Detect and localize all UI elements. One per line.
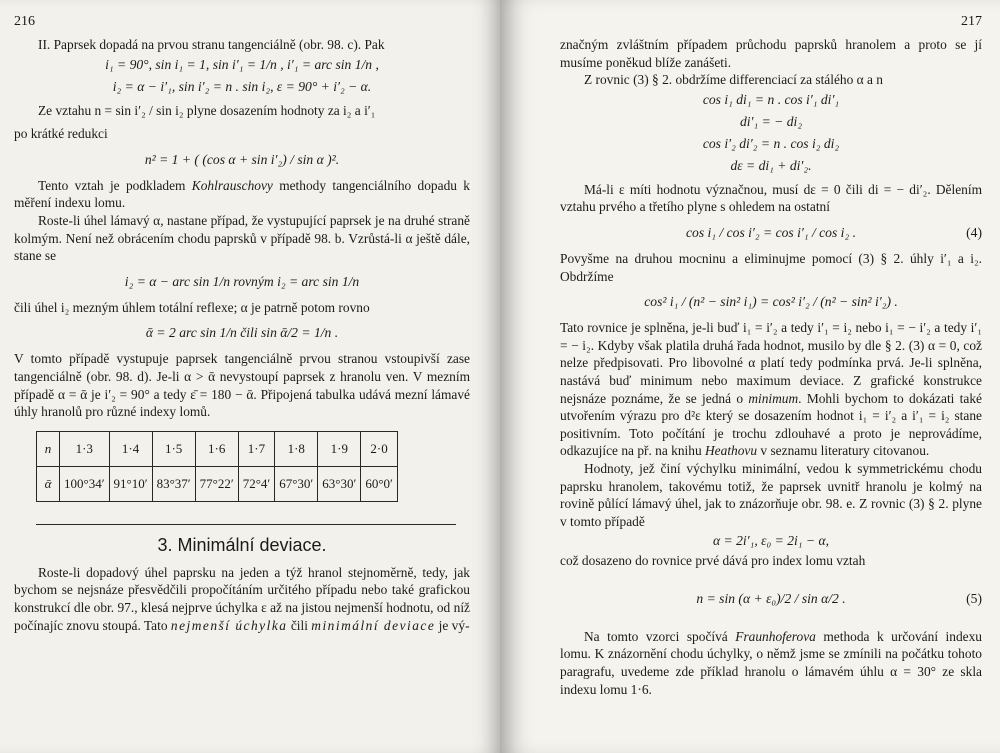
text-run: Tento vztah je podkladem bbox=[38, 177, 192, 193]
table-cell: 1·5 bbox=[152, 431, 195, 466]
text-run: je vý- bbox=[435, 617, 470, 633]
table-cell: 1·8 bbox=[275, 431, 318, 466]
paragraph: V tomto případě vystupuje paprsek tangenciálně prvou stranou vstoupivší zase tangenciálně (obr. 98. d). Je-li α > ᾱ nevystoupí paprsek z hranolu ven. V mezním případě α = ᾱ je i′₂ = 90° a tedy ε̄ = 180 − ᾱ. Připojená tabulka udává mezní lámavé úhly hranolů pro různé indexy lomů. bbox=[14, 351, 470, 420]
table-cell: 60°0′ bbox=[361, 466, 398, 501]
paragraph: II. Paprsek dopadá na prvou stranu tangenciálně (obr. 98. c). Pak bbox=[38, 37, 385, 52]
paragraph bbox=[560, 628, 982, 698]
table-row bbox=[37, 431, 398, 466]
limit-angle-table bbox=[36, 431, 398, 502]
table-cell: 1·4 bbox=[109, 431, 152, 466]
text-run: v seznamu literatury citovanou. bbox=[757, 443, 930, 459]
paragraph: Ze vztahu n = sin i′₂ / sin i₂ plyne dosazením hodnoty za i₂ a i′₁ bbox=[38, 102, 376, 118]
table-cell: 1·7 bbox=[238, 431, 275, 466]
paragraph: Z rovnic (3) § 2. obdržíme differenciací za stálého α a n bbox=[584, 72, 884, 88]
table-cell: 91°10′ bbox=[109, 466, 152, 501]
table-cell: 1·9 bbox=[318, 431, 361, 466]
equation: i₁ = 90°, sin i₁ = 1, sin i′₁ = 1/n , i′₁ = arc sin 1/n , bbox=[105, 56, 379, 72]
paragraph bbox=[560, 319, 982, 460]
paragraph: Má-li ε míti hodnotu význačnou, musí dε = 0 čili di = − di′₂. Dělením vztahu prvého a třetího plyne s ohledem na ostatní bbox=[560, 181, 982, 215]
name-kohlrausch: Kohlrauschovy bbox=[191, 177, 273, 193]
right-page bbox=[500, 0, 1000, 753]
equation: cos² i₁ / (n² − sin² i₁) = cos² i′₂ / (n² − sin² i′₂) . bbox=[644, 294, 898, 310]
page-number: 216 bbox=[14, 14, 35, 29]
paragraph: po krátké redukci bbox=[14, 126, 108, 142]
equation: ᾱ = 2 arc sin 1/n čili sin ᾱ/2 = 1/n . bbox=[145, 325, 339, 341]
equation: n = sin (α + ε₀)/2 / sin α/2 . bbox=[696, 590, 846, 606]
name-heath: Heathovu bbox=[705, 443, 758, 459]
paragraph: značným zvláštním případem průchodu paprsků hranolem a proto se jí musíme poněkud blíže zanášeti. bbox=[560, 37, 982, 70]
equation: n² = 1 + ( (cos α + sin i′₂) / sin α )². bbox=[144, 151, 340, 167]
equation-number: (4) bbox=[966, 224, 982, 240]
equation-row bbox=[560, 216, 982, 250]
text-run: Roste-li dopadový úhel paprsku na jeden a týž hranol stejnoměrně, tedy, jak bychom se nejsnáze přesvědčili propočítáním určitého případu nebo také grafickou konstrukcí dle obr. 97., klesá nejprve úchylka ε až na jistou nejmenší hodnotu, od níž počínajíc znovu stoupá. Tato bbox=[14, 564, 470, 633]
table-cell: 1·6 bbox=[195, 431, 238, 466]
paragraph: Roste-li úhel lámavý α, nastane případ, že vystupující paprsek je na druhé straně kolmým. Není než obrácením chodu paprsků v případě 98. b. Vzrůstá-li α ještě dále, stane se bbox=[14, 212, 470, 264]
paragraph: což dosazeno do rovnice prvé dává pro index lomu vztah bbox=[560, 553, 866, 569]
table-cell: 1·3 bbox=[60, 431, 110, 466]
equation-number: (5) bbox=[966, 590, 982, 606]
text-run: Na tomto vzorci spočívá bbox=[584, 628, 736, 644]
table-cell: 2·0 bbox=[361, 431, 398, 466]
table-cell: 100°34′ bbox=[60, 466, 110, 501]
divider bbox=[36, 524, 456, 525]
table-cell: 83°37′ bbox=[152, 466, 195, 501]
term-minimalni-deviace: minimální deviace bbox=[311, 617, 436, 633]
paragraph: Povyšme na druhou mocninu a eliminujme pomocí (3) § 2. úhly i′₁ a i₂. Obdržíme bbox=[560, 250, 982, 284]
equation: dε = di₁ + di′₂. bbox=[730, 157, 812, 173]
term-nejmensi-uchylka: nejmenší úchylka bbox=[170, 617, 288, 633]
table-cell: 72°4′ bbox=[238, 466, 275, 501]
term-minimum: minimum bbox=[748, 390, 799, 406]
equation: i₂ = α − i′₁, sin i′₂ = n . sin i₂, ε = 90° + i′₂ − α. bbox=[112, 78, 372, 94]
section-heading: 3. Minimální deviace. bbox=[157, 534, 327, 555]
table-cell: 67°30′ bbox=[275, 466, 318, 501]
equation: cos i₁ / cos i′₂ = cos i′₁ / cos i₂ . bbox=[686, 224, 856, 240]
text-run: čili bbox=[287, 617, 312, 633]
page-number: 217 bbox=[961, 14, 982, 29]
table-cell: 77°22′ bbox=[195, 466, 238, 501]
text-run: . Mohli bychom to dokázati také utvořením výrazu pro d²ε který se dosazením hodnot i₁ = i′₂ a i′₁ = i₂ stane positivním. Toto počítání je trochu zdlouhavé a proto je neprovádíme, odkazujíce na př. na knihu bbox=[560, 390, 982, 459]
table-row bbox=[37, 466, 398, 501]
text-run: Tato rovnice je splněna, je-li buď i₁ = i′₂ a tedy i′₁ = i₂ nebo i₁ = − i′₂ a tedy i′₁ = − i₂. Kdyby však platila druhá řada hodnot, musilo by dle § 2. (3) α = 0, což nelze předpisovati. Pro libovolné α platí tedy podmínka prvá. Je-li splněna, nastává buď minimum nebo maximum deviace. Z grafické konstrukce nejsnáze poznáme, že se jedná o bbox=[560, 320, 982, 406]
paragraph: čili úhel i₂ mezným úhlem totální reflexe; α je patrně potom rovno bbox=[14, 299, 370, 315]
equation: cos i′₂ di′₂ = n . cos i₂ di₂ bbox=[702, 135, 840, 151]
table-header-alpha: ᾱ bbox=[37, 466, 60, 501]
equation: di′₁ = − di₂ bbox=[739, 113, 803, 129]
paragraph bbox=[14, 177, 470, 212]
text-run: methody tangenciálního dopadu k měření indexu lomu. bbox=[14, 177, 470, 211]
name-fraunhofer: Fraunhoferova bbox=[735, 628, 816, 644]
equation: cos i₁ di₁ = n . cos i′₁ di′₁ bbox=[702, 91, 840, 107]
paragraph: Hodnoty, jež činí výchylku minimální, vedou k symmetrickému chodu paprsku hranolem, takovému totiž, že paprsek uvnitř hranolu je kolmý na rovině půlící lámavý úhel, jak to znázorňuje obr. 98. e. Z rovnic (3) § 2. plyne v tomto případě bbox=[560, 460, 982, 529]
equation: α = 2i′₁, ε₀ = 2i₁ − α, bbox=[712, 533, 830, 549]
equation-row bbox=[560, 582, 982, 616]
table-cell: 63°30′ bbox=[318, 466, 361, 501]
paragraph bbox=[14, 564, 470, 634]
equation: i₂ = α − arc sin 1/n rovným i₂ = arc sin 1/n bbox=[124, 273, 360, 289]
table-header-n: n bbox=[37, 431, 60, 466]
text-run: methoda k určování indexu lomu. K znázornění chodu úchylky, o němž jsme se zmínili na počátku tohoto paragrafu, uvedeme zde příklad hranolu o lámavém úhlu α = 30° ze skla indexu lomu 1·6. bbox=[560, 628, 982, 697]
